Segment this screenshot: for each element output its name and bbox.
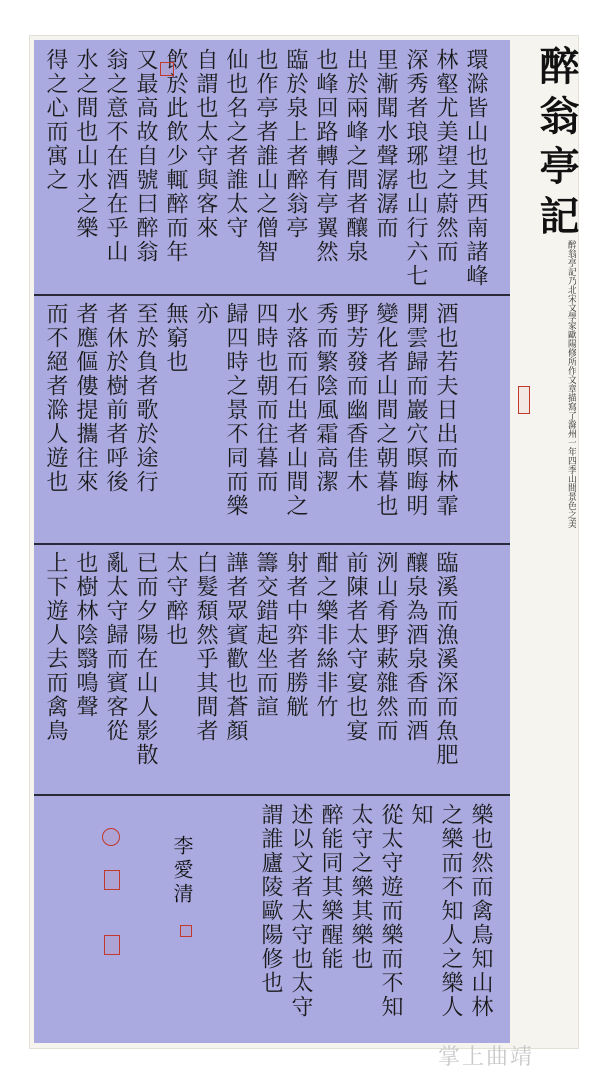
calligraphy-column: 仙也名之者誰太守 — [223, 48, 248, 240]
calligraphy-column: 亂太守歸而賓客從 — [103, 551, 128, 743]
calligraphy-column: 也樹林陰翳鳴聲 — [73, 551, 98, 719]
calligraphy-column: 樂也然而禽鳥知山林 — [468, 803, 493, 1019]
calligraphy-column: 變化者山間之朝暮也 — [373, 302, 398, 518]
calligraphy-column: 出於兩峰之間者釀泉 — [343, 48, 368, 264]
calligraphy-column: 洌山肴野蔌雜然而 — [373, 551, 398, 743]
calligraphy-column: 環滁皆山也其西南諸峰 — [463, 48, 488, 288]
title: 醉翁亭記 — [533, 45, 580, 245]
calligraphy-column: 酒也若夫日出而林霏 — [433, 302, 458, 518]
calligraphy-column: 翁之意不在酒在乎山 — [103, 48, 128, 264]
seal-icon — [518, 386, 530, 414]
seal-icon — [102, 828, 120, 846]
calligraphy-column: 謂誰廬陵歐陽修 — [258, 803, 283, 971]
calligraphy-column: 里漸聞水聲潺潺而 — [373, 48, 398, 240]
seal-icon — [104, 935, 120, 955]
section-1-text — [40, 48, 490, 288]
calligraphy-column: 者應傴僂提攜往來 — [73, 302, 98, 494]
calligraphy-column: 臨溪而漁溪深而魚肥 — [433, 551, 458, 767]
calligraphy-column: 歸四時之景不同而樂亦 — [193, 302, 248, 518]
seal-icon — [104, 870, 120, 890]
calligraphy-column: 臨於泉上者醉翁亭 — [283, 48, 308, 240]
calligraphy-column: 至於負者歌於途行 — [133, 302, 158, 494]
calligraphy-column: 水之間也山水之樂 — [73, 48, 98, 240]
calligraphy-column: 之樂而不知人之樂人知 — [408, 803, 463, 1019]
calligraphy-column: 林壑尤美望之蔚然而 — [433, 48, 458, 264]
section-divider — [34, 794, 510, 796]
calligraphy-column: 秀而繁陰風霜高潔 — [313, 302, 338, 494]
calligraphy-column: 又最高故自號曰醉翁 — [133, 48, 158, 264]
calligraphy-column: 而不絕者滁人遊也 — [43, 302, 68, 494]
artist-signature: 李愛清 — [170, 835, 194, 907]
calligraphy-column: 上下遊人去而禽鳥 — [43, 551, 68, 743]
inscription: 醉翁亭記乃北宋文學家歐陽修所作文章描寫了滁州一年四季山間景色之美 — [566, 240, 576, 528]
calligraphy-column: 從太守遊而樂而不知 — [378, 803, 403, 1019]
calligraphy-column: 也 — [258, 971, 283, 995]
watermark: 掌上曲靖 — [438, 1045, 535, 1070]
seal-icon — [180, 925, 192, 937]
calligraphy-column: 太守醉也 — [163, 551, 188, 647]
calligraphy-column: 得之心而寓之 — [43, 48, 68, 192]
section-3-text — [40, 551, 460, 787]
calligraphy-column: 開雲歸而巖穴暝晦明 — [403, 302, 428, 518]
calligraphy-column: 自謂也太守與客來 — [193, 48, 218, 240]
calligraphy-column: 也作亭者誰山之僧智 — [253, 48, 278, 264]
section-divider — [34, 294, 510, 296]
calligraphy-column: 野芳發而幽香佳木 — [343, 302, 368, 494]
calligraphy-column: 射者中弈者勝觥 — [283, 551, 308, 719]
calligraphy-column: 太守之樂其樂也 — [348, 803, 373, 971]
section-2-text — [40, 302, 460, 538]
calligraphy-column: 酣之樂非絲非竹 — [313, 551, 338, 719]
calligraphy-column: 水落而石出者山間之 — [283, 302, 308, 518]
calligraphy-column: 白髮頹然乎其間者 — [193, 551, 218, 743]
calligraphy-column: 者休於樹前者呼後 — [103, 302, 128, 494]
calligraphy-column: 前陳者太守宴也宴 — [343, 551, 368, 743]
calligraphy-column: 釀泉為酒泉香而酒 — [403, 551, 428, 743]
seal-icon — [160, 62, 174, 76]
calligraphy-column: 已而夕陽在山人影散 — [133, 551, 158, 767]
calligraphy-column: 深秀者琅琊也山行六七 — [403, 48, 428, 288]
calligraphy-column: 飲於此飲少輒醉而年 — [163, 48, 188, 264]
calligraphy-column: 籌交錯起坐而諠 — [253, 551, 278, 719]
calligraphy-column: 述以文者太守也太守 — [288, 803, 313, 1019]
section-divider — [34, 543, 510, 545]
calligraphy-column: 譁者眾賓歡也蒼顏 — [223, 551, 248, 743]
calligraphy-column: 也峰回路轉有亭翼然 — [313, 48, 338, 264]
calligraphy-column: 醉能同其樂醒能 — [318, 803, 343, 971]
calligraphy-column: 無窮也 — [163, 302, 188, 374]
section-4-text — [255, 803, 495, 1033]
calligraphy-column: 四時也朝而往暮而 — [253, 302, 278, 494]
